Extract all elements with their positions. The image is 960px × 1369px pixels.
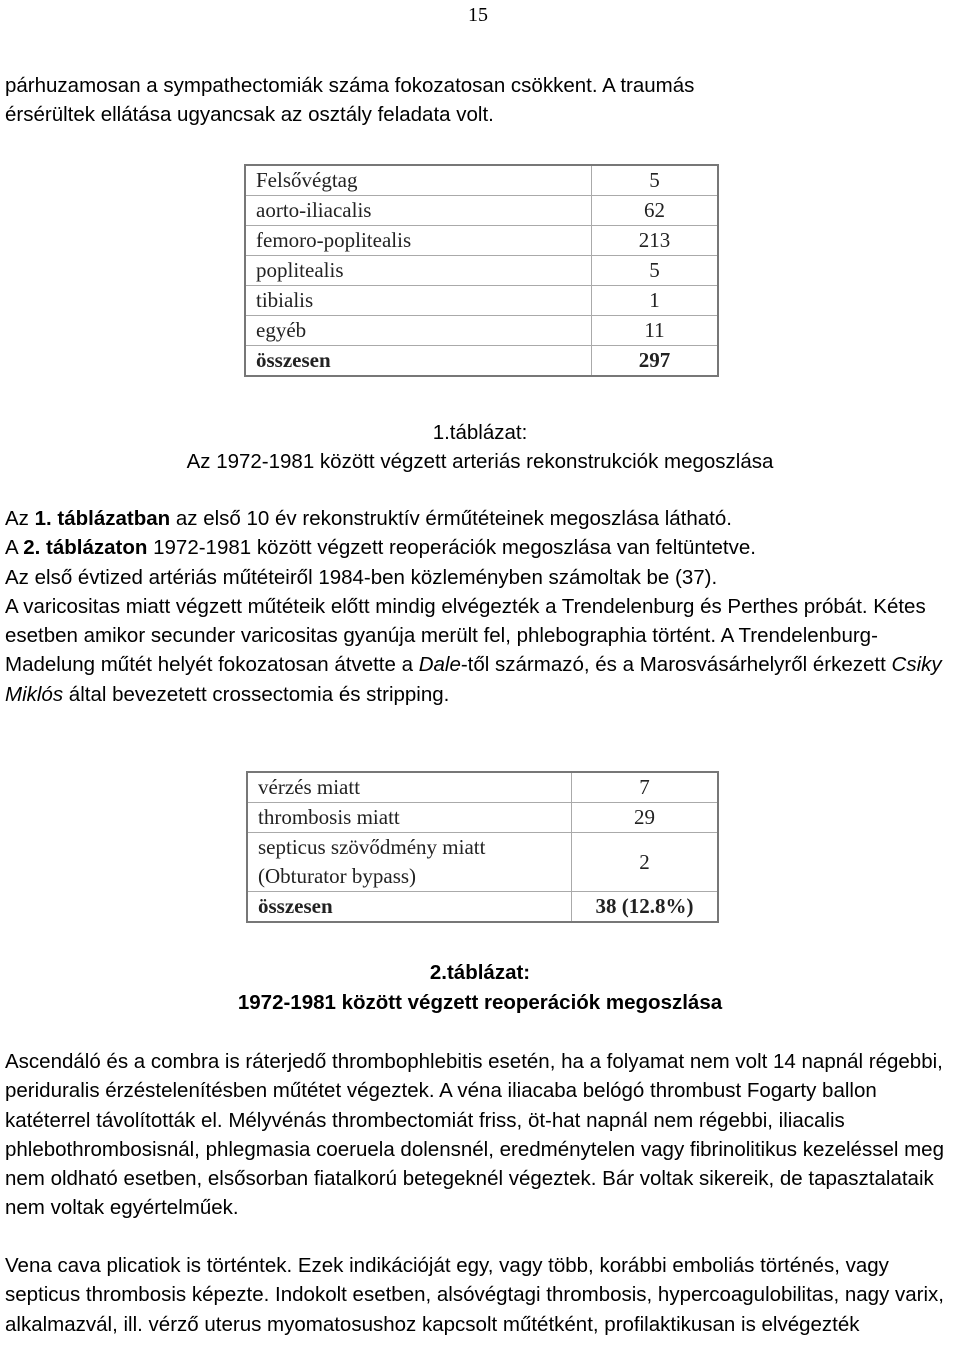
text-run: 1972-1981 között végzett reoperációk megoszlása van feltüntetve. <box>147 536 756 560</box>
table-row <box>245 196 718 226</box>
table-row <box>247 833 718 892</box>
table-cell-label: aorto-iliacalis <box>245 196 592 226</box>
text-run: az első 10 év rekonstruktív érműtéteinek megoszlása látható. <box>170 507 732 530</box>
text-run: Az <box>5 507 35 530</box>
table-1 <box>244 164 719 377</box>
table-cell-value: 1 <box>592 286 719 316</box>
intro-line-1: párhuzamosan a sympathectomiák száma fokozatosan csökkent. A traumás <box>5 74 695 97</box>
table-2-caption-title: 2.táblázat: <box>429 961 531 984</box>
intro-line-2: érsérültek ellátása ugyancsak az osztály feladata volt. <box>5 103 494 127</box>
table-cell-label: thrombosis miatt <box>247 803 572 833</box>
table-row <box>245 286 718 316</box>
table-2 <box>246 771 719 923</box>
table-total-row <box>245 346 718 377</box>
table-cell-value: 29 <box>572 803 719 833</box>
table-cell-value: 5 <box>592 256 719 286</box>
text-run: által bevezetett crossectomia és stripping. <box>63 682 450 706</box>
table-1-caption-subtitle: Az 1972-1981 között végzett arteriás rekonstrukciók megoszlása <box>186 450 774 473</box>
table-row <box>245 165 718 196</box>
table-row <box>245 316 718 346</box>
table-reference: 2. táblázaton <box>23 536 148 560</box>
table-row <box>245 256 718 286</box>
page-number: 15 <box>468 4 488 26</box>
body-paragraph-4: Vena cava plicatiok is történtek. Ezek indikációját egy, vagy több, korábbi emboliás történés, vagy septicus thrombosis képezte. Indokolt esetben, alsóvégtagi thrombosis, hypercoagulobilitas, nagy varix, alkalmazvál, ill. vérző uterus myomatosushoz kapcsolt műtétként, profilaktikusan is elvégezték <box>5 1254 944 1336</box>
person-name: Dale <box>418 653 461 677</box>
table-cell-value: 297 <box>592 346 719 377</box>
table-cell-label: összesen <box>247 892 572 923</box>
body-paragraph-2 <box>5 504 957 709</box>
table-cell-value: 5 <box>592 165 719 196</box>
table-cell-label: Felsővégtag <box>245 165 592 196</box>
table-cell-value: 38 (12.8%) <box>572 892 719 923</box>
table-2-caption-subtitle: 1972-1981 között végzett reoperációk megoszlása <box>237 991 723 1014</box>
table-cell-value: 11 <box>592 316 719 346</box>
table-cell-label: tibialis <box>245 286 592 316</box>
table-cell-label: femoro-poplitealis <box>245 226 592 256</box>
text-run: A varicositas miatt végzett műtéteik előtt mindig elvégezték a Trendelenburg és Perthes próbát. Kétes esetben amikor secunder varicositas gyanúja merült fel, phlebographia történt. A Trendelenburg-Madelung műtét helyét fokozatosan átvette a <box>5 594 926 677</box>
table-cell-value: 7 <box>572 772 719 803</box>
table-cell-label <box>247 833 572 892</box>
table-cell-label: vérzés miatt <box>247 772 572 803</box>
text-run: A <box>5 536 24 560</box>
cell-line: (Obturator bypass) <box>258 864 417 888</box>
table-cell-value: 213 <box>592 226 719 256</box>
table-1-caption-title: 1.táblázat: <box>432 421 528 444</box>
text-run: -től származó, és a Marosvásárhelyről érkezett <box>460 653 892 677</box>
text-run: Az első évtized artériás műtéteiről 1984-ben közleményben számoltak be (37). <box>5 565 718 589</box>
table-row <box>247 803 718 833</box>
body-paragraph-3: Ascendáló és a combra is ráterjedő thrombophlebitis esetén, ha a folyamat nem volt 14 napnál régebbi, periduralis érzéstelenítésben műtétet végeztek. A véna iliacaba belógó thrombust Fogarty ballon katéterrel távolították el. Mélyvénás thrombectomiát friss, öt-hat napnál nem régebbi, iliacalis phlebothrombosisnál, phlegmasia coeruela dolensnél, eredménytelen vagy fibrinolitikus kezeléssel meg nem oldható esetben, elsősorban fiatalkorú betegeknél végeztek. Bár voltak sikereik, de tapasztalataik nem voltak egyértelműek. <box>5 1050 944 1220</box>
person-name: Csiky Miklós <box>5 653 942 706</box>
table-row <box>245 226 718 256</box>
table-row <box>247 772 718 803</box>
table-cell-label: összesen <box>245 346 592 377</box>
table-cell-value: 62 <box>592 196 719 226</box>
intro-paragraph <box>5 71 957 130</box>
table-cell-label: egyéb <box>245 316 592 346</box>
table-cell-label: poplitealis <box>245 256 592 286</box>
cell-line: septicus szövődmény miatt <box>258 835 486 859</box>
table-cell-value: 2 <box>572 833 719 892</box>
table-total-row <box>247 892 718 923</box>
table-reference: 1. táblázatban <box>34 507 171 530</box>
